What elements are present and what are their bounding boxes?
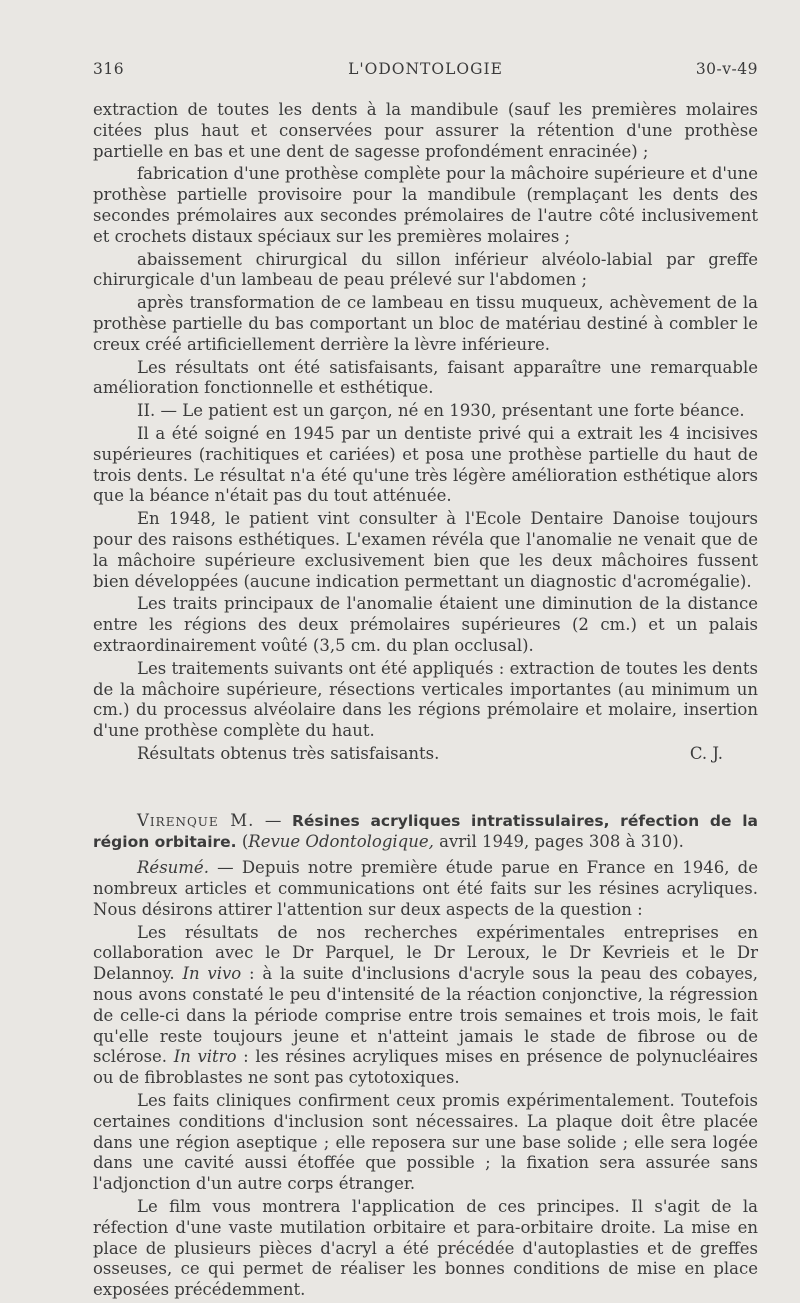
paragraph: abaissement chirurgical du sillon inférieur alvéolo-labial par greffe chirurgicale d'un lambeau de peau prélevé sur l'abdomen ; — [93, 249, 758, 290]
running-title: L'ODONTOLOGIE — [348, 60, 503, 78]
in-vivo-label: In vivo — [182, 964, 242, 984]
resume-label: Résumé. — [137, 858, 209, 878]
paragraph: Les résultats ont été satisfaisants, faisant apparaître une remarquable amélioration fonctionnelle et esthétique. — [93, 357, 758, 398]
paragraph-text: : les résines acryliques mises en présence de polynucléaires ou de fibroblastes ne sont pas cytotoxiques. — [93, 1047, 758, 1088]
ref-open: ( — [236, 831, 249, 851]
article-reference — [93, 811, 758, 853]
section-gap — [93, 767, 758, 811]
paragraph: Il a été soigné en 1945 par un dentiste privé qui a extrait les 4 incisives supérieures (rachitiques et cariées) et posa une prothèse partielle du haut de trois dents. Le résultat n'a été qu'une très légère amélioration esthétique alors que la béance n'était pas du tout atténuée. — [93, 423, 758, 506]
paragraph-text: Résultats obtenus très satisfaisants. — [137, 743, 440, 763]
paragraph — [93, 858, 758, 920]
ref-details: avril 1949, pages 308 à 310). — [433, 831, 684, 851]
journal-name: Revue Odontologique, — [248, 831, 434, 851]
paragraph: extraction de toutes les dents à la mandibule (sauf les premières molaires citées plus haut et conservées pour assurer la rétention d'une prothèse partielle en bas et une dent de sagesse profondément enracinée) ; — [93, 100, 758, 161]
in-vitro-label: In vitro — [173, 1047, 237, 1067]
paragraph-with-signature — [93, 744, 758, 765]
issue-date: 30-v-49 — [695, 60, 758, 78]
paragraph: Les traitements suivants ont été appliqués : extraction de toutes les dents de la mâchoire supérieure, résections verticales importantes (au minimum un cm.) du processus alvéolaire dans les régions prémolaire et molaire, insertion d'une prothèse complète du haut. — [93, 658, 758, 741]
paragraph: Les faits cliniques confirment ceux promis expérimentalement. Toutefois certaines conditions d'inclusion sont nécessaires. La plaque doit être placée dans une région aseptique ; elle reposera sur une base solide ; elle sera logée dans une cavité aussi étoffée que possible ; la fixation sera assurée sans l'adjonction d'un autre corps étranger. — [93, 1091, 758, 1194]
author-initials: C. J. — [689, 743, 723, 763]
page-header — [93, 60, 758, 82]
page-number: 316 — [93, 60, 125, 78]
paragraph: après transformation de ce lambeau en tissu muqueux, achèvement de la prothèse partielle du bas comportant un bloc de matériau destiné à combler le creux créé artificiellement derrière la lèvre inférieure. — [93, 293, 758, 354]
article-title: Résines acryliques intratissulaires, réfection de la région orbitaire. — [93, 811, 758, 851]
paragraph-text: Les résultats de nos recherches expérimentales entreprises en collaboration avec le Dr Parquel, le Dr Leroux, le Dr Kevrieis et le Dr Delannoy. — [93, 922, 758, 984]
paragraph: En 1948, le patient vint consulter à l'Ecole Dentaire Danoise toujours pour des raisons esthétiques. L'examen révéla que l'anomalie ne venait que de la mâchoire supérieure exclusivement bien que les deux mâchoires fussent bien développées (aucune indication permettant un diagnostic d'acromégalie). — [93, 509, 758, 591]
paragraph-text: : à la suite d'inclusions d'acryle sous la peau des cobayes, nous avons constaté le peu d'intensité de la réaction conjonctive, la régression de celle-ci dans la période comprise entre trois semaines et trois mois, le fait qu'elle reste toujours jeune et n'atteint jamais le stade de fibrose ou de sclérose. — [93, 964, 758, 1067]
paragraph — [93, 923, 758, 1089]
dash: — — [254, 810, 292, 830]
paragraph: Le film vous montrera l'application de ces principes. Il s'agit de la réfection d'une vaste mutilation orbitaire et para-orbitaire droite. La mise en place de plusieurs pièces d'acryl a été précédée d'autoplasties et de greffes osseuses, ce qui permet de réaliser les bonnes conditions de mise en place exposées précédemment. — [93, 1197, 758, 1300]
paragraph: Les traits principaux de l'anomalie étaient une diminution de la distance entre les régions des deux prémolaires supérieures (2 cm.) et un palais extraordinairement voûté (3,5 cm. du plan occlusal). — [93, 594, 758, 655]
paragraph: II. — Le patient est un garçon, né en 1930, présentant une forte béance. — [137, 401, 745, 421]
resume-text: — Depuis notre première étude parue en France en 1946, de nombreux articles et communications ont été faits sur les résines acryliques. Nous désirons attirer l'attention sur deux aspects de la question : — [93, 858, 758, 919]
page-body — [93, 100, 758, 1303]
article-author: Virenque M. — [137, 810, 255, 830]
paragraph: fabrication d'une prothèse complète pour la mâchoire supérieure et d'une prothèse partielle provisoire pour la mandibule (remplaçant les dents des secondes prémolaires aux secondes prémolaires de l'autre côté inclusivement et crochets distaux spéciaux sur les premières molaires ; — [93, 164, 758, 246]
